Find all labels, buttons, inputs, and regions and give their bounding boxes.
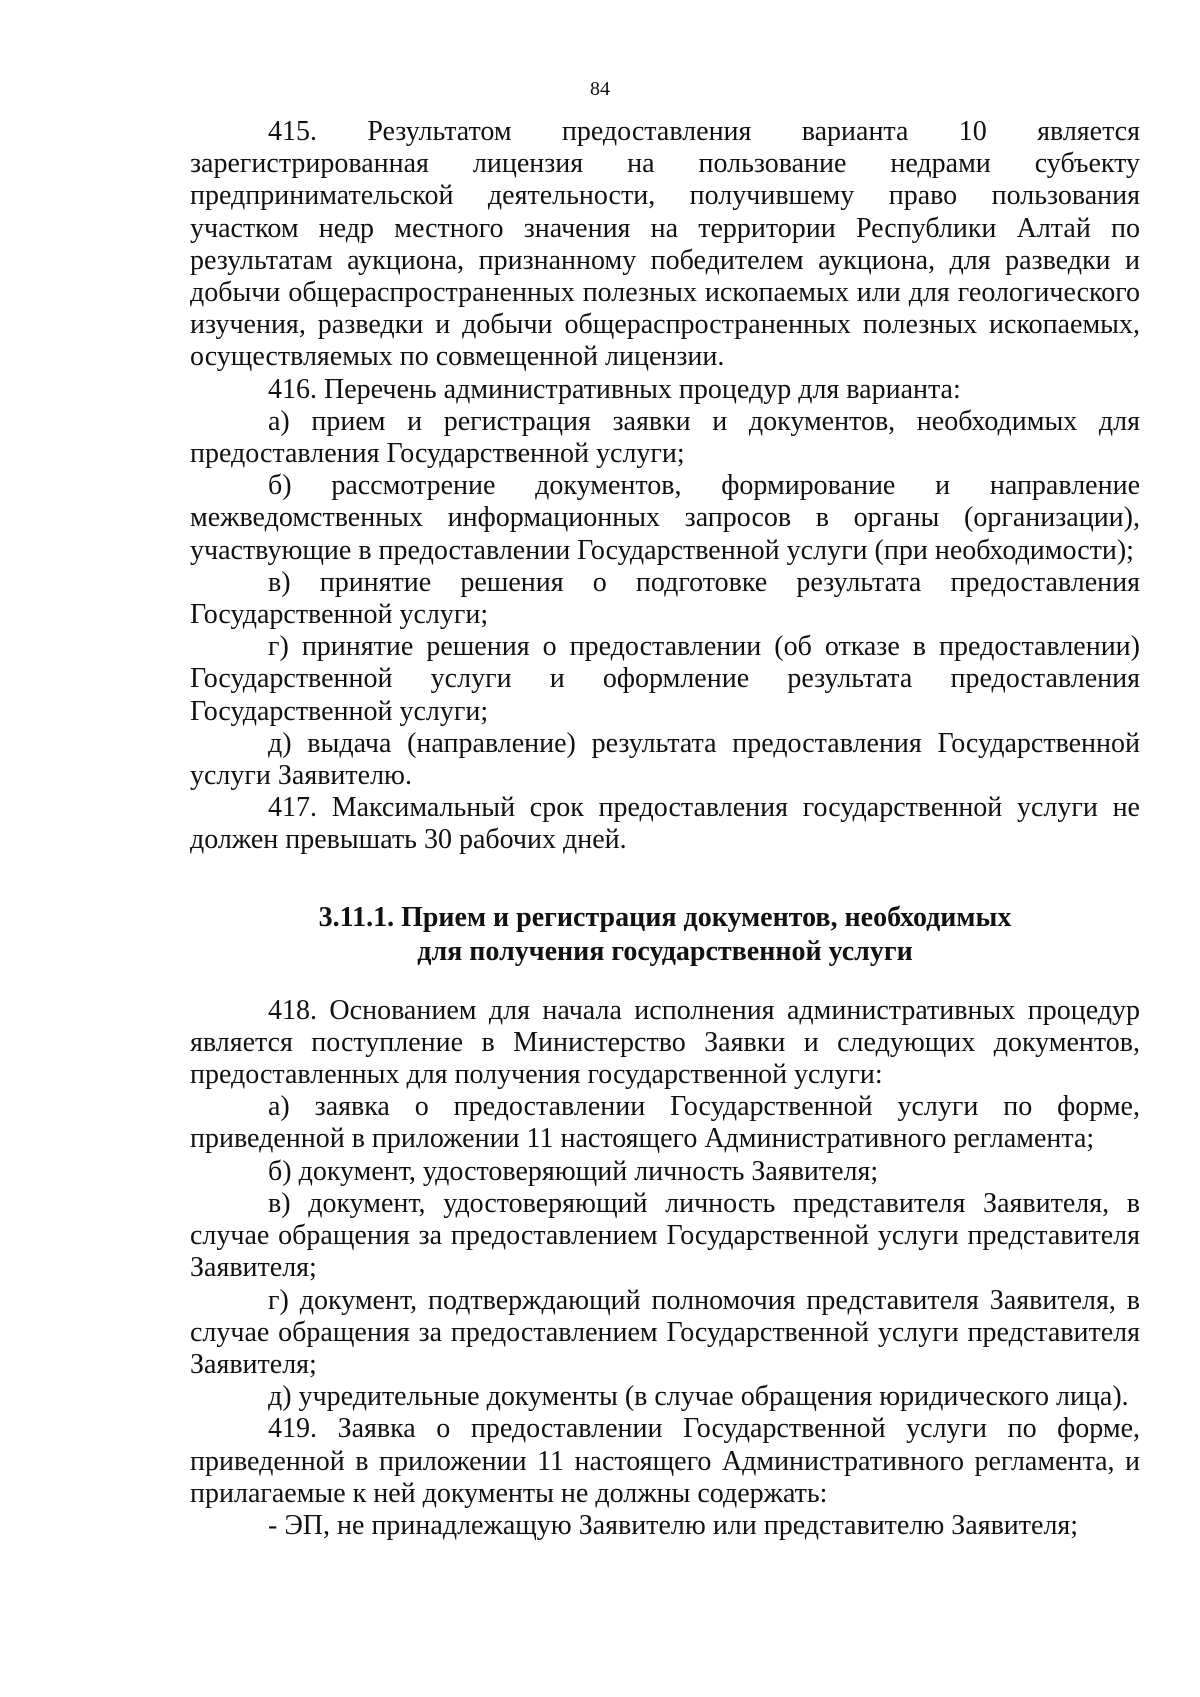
list-item-419-dash: - ЭП, не принадлежащую Заявителю или представителю Заявителя; (268, 1509, 1079, 1541)
list-item-418-d: д) учредительные документы (в случае обращения юридического лица). (268, 1381, 1129, 1413)
paragraph-417: 417. Максимальный срок предоставления государственной услуги не должен превышать 30 рабочих дней. (190, 792, 1140, 856)
paragraph-419: 419. Заявка о предоставлении Государственной услуги по форме, приведенной в приложении 11 настоящего Административного регламента, и прилагаемые к ней документы не должны содержать: (190, 1413, 1140, 1509)
paragraph-415: 415. Результатом предоставления варианта 10 является зарегистрированная лицензия на пользование недрами субъекту предпринимательской деятельности, получившему право пользования участком недр местного значения на территории Республики Алтай по результатам аукциона, признанному победителем аукциона, для разведки и добычи общераспространенных полезных ископаемых или для геологического изучения, разведки и добычи общераспространенных полезных ископаемых, осуществляемых по совмещенной лицензии. (190, 116, 1140, 373)
section-heading-line-2: для получения государственной услуги (417, 935, 913, 967)
list-item-418-b: б) документ, удостоверяющий личность Заявителя; (268, 1155, 879, 1187)
list-item-416-v: в) принятие решения о подготовке результата предоставления Государственной услуги; (190, 566, 1140, 631)
document-body (190, 116, 1140, 1542)
section-heading (190, 901, 1140, 969)
list-item-416-b: б) рассмотрение документов, формирование и направление межведомственных информационных запросов в органы (организации), участвующие в предоставлении Государственной услуги (при необходимости); (190, 470, 1140, 566)
paragraph-416: 416. Перечень административных процедур для варианта: (268, 373, 961, 405)
list-item-416-d: д) выдача (направление) результата предоставления Государственной услуги Заявителю. (190, 727, 1140, 792)
paragraph-418: 418. Основанием для начала исполнения административных процедур является поступление в Министерство Заявки и следующих документов, предоставленных для получения государственной услуги: (190, 994, 1140, 1091)
list-item-416-g: г) принятие решения о предоставлении (об отказе в предоставлении) Государственной услуги и оформление результата предоставления Государственной услуги; (190, 631, 1140, 727)
list-item-418-v: в) документ, удостоверяющий личность представителя Заявителя, в случае обращения за предоставлением Государственной услуги представителя Заявителя; (190, 1187, 1140, 1284)
page-number: 84 (590, 78, 610, 100)
list-item-418-a: а) заявка о предоставлении Государственной услуги по форме, приведенной в приложении 11 настоящего Административного регламента; (190, 1091, 1140, 1155)
section-heading-line-1: 3.11.1. Прием и регистрация документов, необходимых (318, 901, 1012, 933)
list-item-418-g: г) документ, подтверждающий полномочия представителя Заявителя, в случае обращения за предоставлением Государственной услуги представителя Заявителя; (190, 1284, 1140, 1380)
list-item-416-a: а) прием и регистрация заявки и документов, необходимых для предоставления Государственной услуги; (190, 405, 1140, 470)
